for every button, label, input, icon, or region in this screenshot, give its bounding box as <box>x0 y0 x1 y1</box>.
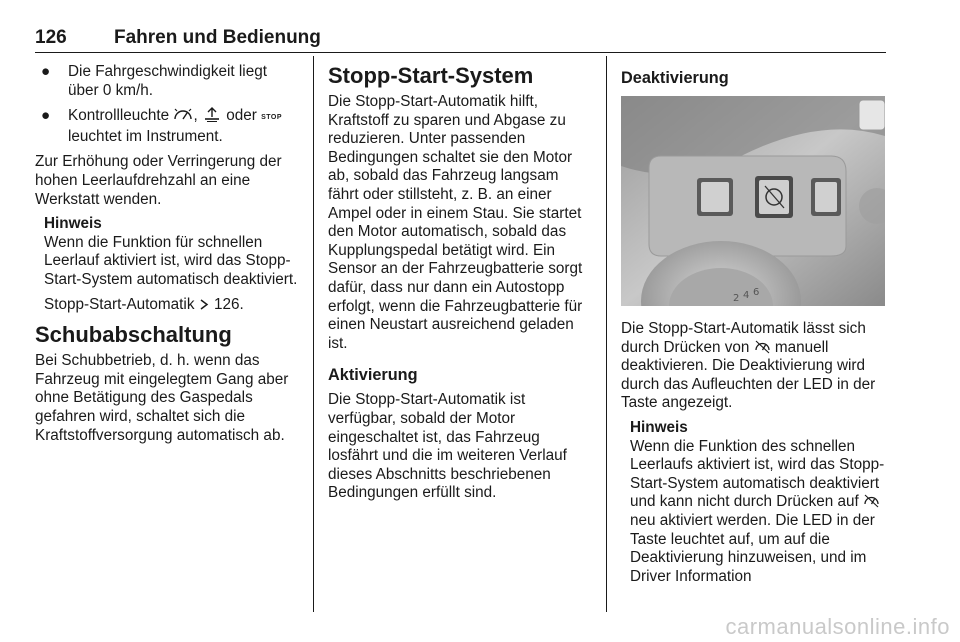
xref-text: Stopp-Start-Automatik <box>44 295 199 313</box>
gear-digit: 6 <box>753 287 760 298</box>
stop-start-symbol-icon <box>863 493 880 508</box>
subsection-title: Deaktivierung <box>621 69 729 87</box>
note-label: Hinweis <box>630 418 688 436</box>
cross-reference[interactable] <box>35 296 300 315</box>
note-text-pre: Wenn die Funktion des schnellen Leerlaufs aktiviert ist, wird das Stopp-Start-System automatisch deaktiviert und kann nicht durch Drücken auf <box>630 437 885 511</box>
bullet-dot: ● <box>41 63 51 80</box>
bullet-text-sep: oder <box>221 107 262 125</box>
xref-page: 126. <box>213 295 244 313</box>
paragraph: Die Stopp-Start-Automatik hilft, Kraftstoff zu sparen und Abgase zu reduzieren. Unter passenden Bedingungen schaltet sie den Motor ab, sobald das Fahrzeug langsam fährt oder stillsteht, z. B. an einer Ampel oder in einem Stau. Sie startet den Motor automatisch, sobald das Kupplungspedal betätigt wird. Ein Sensor an der Fahrzeugbatterie sorgt dafür, dass nur dann ein Autostopp erfolgt, wenn die Fahrzeugbatterie für einen Neustart ausreichend geladen ist. <box>328 93 583 352</box>
column-right <box>621 63 887 592</box>
list-item <box>35 107 300 146</box>
column-left <box>35 63 300 451</box>
note-text-post: neu aktiviert werden. Die LED in der Taste leuchtet auf, um auf die Deaktivierung hinzuweisen, und im Driver Information <box>630 511 875 585</box>
note-text: Wenn die Funktion für schnellen Leerlauf aktiviert ist, wird das Stopp-Start-System automatisch deaktiviert. <box>44 233 298 288</box>
paragraph <box>621 320 887 413</box>
gear-digit: 2 <box>733 293 740 304</box>
bullet-dot: ● <box>41 107 51 125</box>
column-divider-right <box>606 56 607 612</box>
section-title: Stopp-Start-System <box>328 63 534 88</box>
eco-indicator-icon <box>202 107 222 122</box>
paragraph-text-post: manuell deaktivieren. Die Deaktivierung wird durch das Aufleuchten der LED in der Taste angezeigt. <box>621 338 876 412</box>
note-block <box>35 215 300 289</box>
stop-indicator-icon: STOP <box>261 114 283 122</box>
autostop-indicator-icon <box>173 107 193 122</box>
list-item <box>35 63 300 100</box>
paragraph: Die Stopp-Start-Automatik ist verfügbar, sobald der Motor eingeschaltet ist, das Fahrzeug losfährt und die im weiteren Verlauf dieses Abschnitts beschriebenen Bedingungen erfüllt sind. <box>328 391 567 502</box>
page-number: 126 <box>35 27 67 48</box>
page-reference-arrow-icon <box>199 298 210 311</box>
paragraph-text-pre: Die Stopp-Start-Automatik lässt sich durch Drücken von <box>621 320 866 356</box>
column-divider-left <box>313 56 314 612</box>
subsection-title: Aktivierung <box>328 366 418 385</box>
watermark: carmanualsonline.info <box>725 614 950 639</box>
paragraph: Bei Schubbetrieb, d. h. wenn das Fahrzeug mit eingelegtem Gang aber ohne Betätigung des Gaspedals gefahren wird, schaltet sich die Kraftstoffversorgung automatisch ab. <box>35 352 289 444</box>
page-title: Fahren und Bedienung <box>114 27 321 48</box>
dashboard-photo <box>621 96 885 306</box>
page-header <box>35 22 886 53</box>
bullet-text-sep: , <box>193 107 202 125</box>
bullet-text-pre: Kontrollleuchte <box>68 107 174 125</box>
gear-digit: 4 <box>743 290 750 301</box>
column-middle <box>328 63 592 509</box>
section-title: Schubabschaltung <box>35 322 232 348</box>
paragraph: Zur Erhöhung oder Verringerung der hohen Leerlaufdrehzahl an eine Werkstatt wenden. <box>35 153 282 208</box>
bullet-text: Die Fahrgeschwindigkeit liegt über 0 km/h. <box>68 63 267 99</box>
bullet-text-post: leuchtet im Instrument. <box>68 127 223 145</box>
note-label: Hinweis <box>44 215 102 233</box>
stop-start-symbol-icon <box>754 339 771 354</box>
note-block <box>621 419 887 586</box>
